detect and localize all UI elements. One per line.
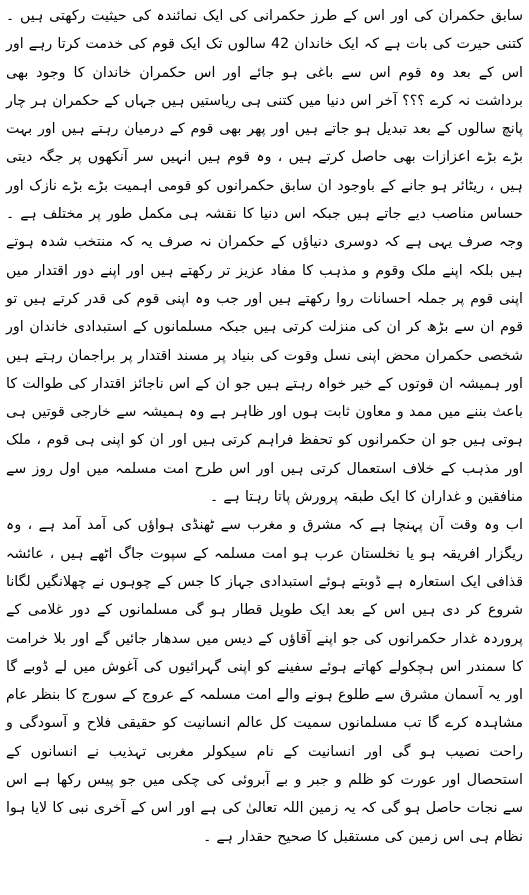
article-paragraph-1: سابق حکمران کی اور اس کے طرز حکمرانی کی ایک نمائندہ کی حیثیت رکھتی ہیں ۔ کتنی حیرت کی بات ہے کہ ایک خاندان 42 سالوں تک ایک قوم کی خدمت کرتا رہے اور اس کے بعد وہ قوم اس سے باغی ہو جائے اور اس حکمران خاندان کا وجود بھی برداشت نہ کرے ؟؟؟ آخر اس دنیا میں کتنی ہی ریاستیں ہیں جہاں کے حکمران ہر چار پانچ سالوں کے بعد تبدیل ہو جاتے ہیں اور پھر بھی قوم کے درمیان رہتے ہیں اور بہت بڑے بڑے اعزازات بھی حاصل کرتے ہیں ، وہ قوم ہیں انہیں سر آنکھوں پر جگہ دیتی ہیں ، ریٹائر ہو جانے کے باوجود ان سابق حکمرانوں کو قومی اہمیت بڑے بڑے نازک اور حساس مناصب دیے جاتے ہیں جبکہ اس دنیا کا نقشہ ہی مکمل طور پر مختلف ہے ۔ وجہ صرف یہی ہے کہ دوسری دنیاؤں کے حکمران نہ صرف یہ کہ منتخب شدہ ہوتے ہیں بلکہ اپنے ملک وقوم و مذہب کا مفاد عزیز تر رکھتے ہیں اور اپنے دور اقتدار میں اپنی قوم پر جملہ احسانات روا رکھتے ہیں اور جب وہ اپنی قوم کی قدر کرتے ہیں تو قوم ان سے بڑھ کر ان کی منزلت کرتی ہیں جبکہ مسلمانوں کے استبدادی خاندان اور شخصی حکمران محض اپنی نسل وقوت کی بنیاد پر مسند اقتدار پر براجمان رہتے ہیں اور ہمیشہ ان قوتوں کے خیر خواہ رہتے ہیں جو ان کے اس ناجائز اقتدار کی طوالت کا باعث بننے میں ممد و معاون ثابت ہوں اور ظاہر ہے وہ ہمیشہ سے خارجی قوتیں ہی ہوتی ہیں جو ان حکمرانوں کو تحفظ فراہم کرتی ہیں اور ان کو اپنی ہی قوم ، ملک اور مذہب کے خلاف استعمال کرتی ہیں اور اس طرح امت مسلمہ میں اول روز سے منافقین و غداران کا ایک طبقہ پرورش پاتا رہتا ہے ۔ [6,8,523,506]
article-paragraph-2: اب وہ وقت آن پہنچا ہے کہ مشرق و مغرب سے ٹھنڈی ہواؤں کی آمد آمد ہے ، وہ ریگزار افریقہ ہو یا نخلستان عرب ہو امت مسلمہ کے سپوت جاگ اٹھے ہیں ، عائشہ قذافی ایک استعارہ ہے ڈوبتے ہوئے استبدادی جہاز کا جس کے چوہوں نے چھلانگیں لگانا شروع کر دی ہیں اس کے بعد ایک طویل قطار ہو گی مسلمانوں کے دور غلامی کے پروردہ غدار حکمرانوں کی جو اپنے آقاؤں کے دیس میں سدھار جائیں گے اور بلا خرامت کا سمندر اس ہچکولے کھاتے ہوئے سفینے کو اپنی گہرائیوں کی آغوش میں لے ڈوبے گا اور یہ آسمان مشرق سے طلوع ہونے والے امت مسلمہ کے عروج کے سورج کا بنظر عام مشاہدہ کرے گا تب مسلمانوں سمیت کل عالم انسانیت کو حقیقی فلاح و آسودگی و راحت نصیب ہو گی اور انسانیت کے نام سیکولر مغربی تہذیب نے انسانوں کے استحصال اور عورت کو ظلم و جبر و بے آبروئی کی چکی میں جو پیس رکھا ہے اس سے نجات حاصل ہو گی کہ یہ زمین اللہ تعالیٰ کی ہے اور اس کے آخری نبی کا لایا ہوا نظام ہی اس زمین کی مستقبل کا صحیح حقدار ہے ۔ [6,517,523,845]
